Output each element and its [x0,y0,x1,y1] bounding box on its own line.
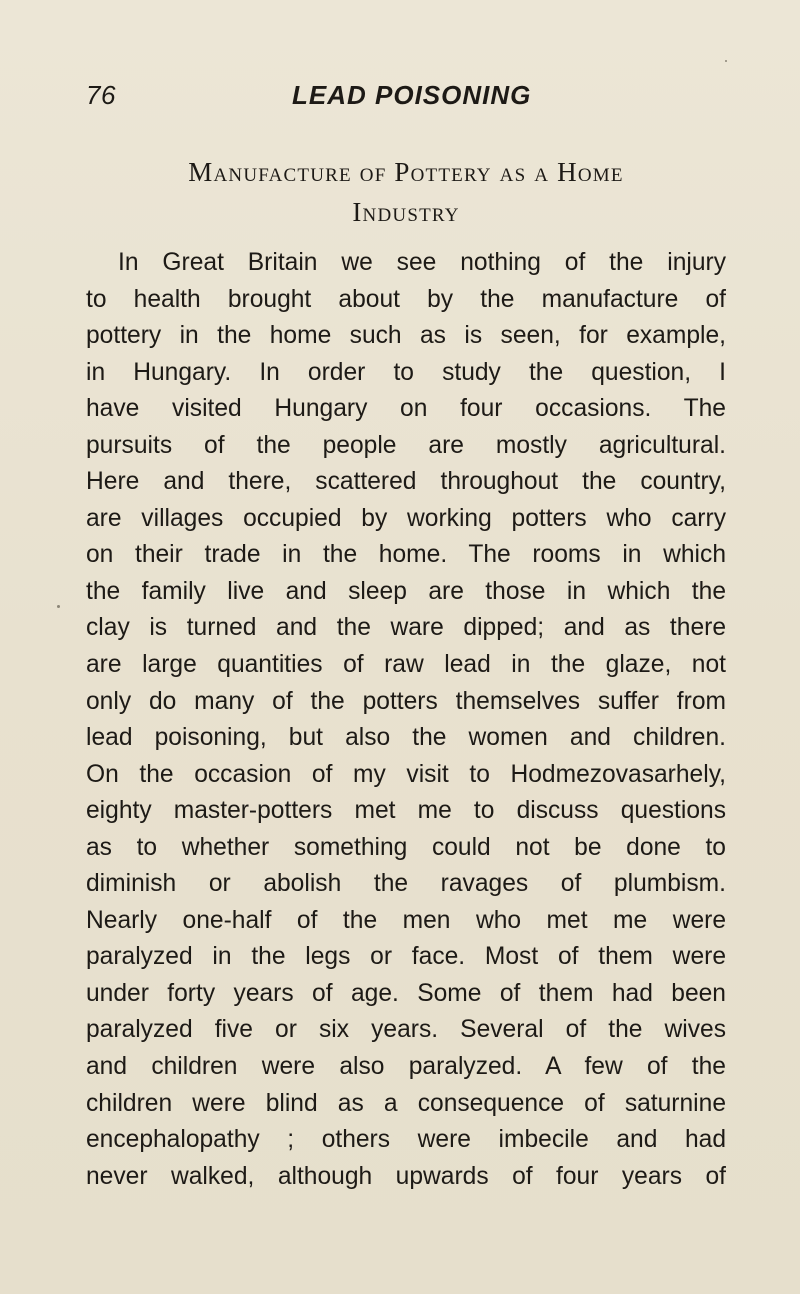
text-line: paralyzed in the legs or face. Most of them were [86,943,726,971]
text-line: under forty years of age. Some of them had been [86,979,726,1007]
text-line: pottery in the home such as is seen, for example, [86,322,726,350]
section-heading-line-2: Industry [352,197,460,227]
body-paragraph [86,245,726,1195]
text-line: diminish or abolish the ravages of plumbism. [86,870,726,898]
text-line: lead poisoning, but also the women and children. [86,724,726,752]
text-line: to health brought about by the manufacture of [86,285,726,313]
text-line: are large quantities of raw lead in the glaze, not [86,651,726,679]
text-line: encephalopathy ; others were imbecile and had [86,1126,726,1154]
section-heading [86,152,726,232]
text-line: have visited Hungary on four occasions. The [86,395,726,423]
text-line: pursuits of the people are mostly agricultural. [86,431,726,459]
text-line: On the occasion of my visit to Hodmezovasarhely, [86,760,726,788]
text-line: paralyzed five or six years. Several of the wives [86,1016,726,1044]
text-line: Here and there, scattered throughout the country, [86,468,726,496]
text-line: as to whether something could not be done to [86,833,726,861]
text-line: clay is turned and the ware dipped; and as there [86,614,726,642]
text-line: the family live and sleep are those in which the [86,577,726,605]
running-head [86,80,726,116]
text-line: In Great Britain we see nothing of the injury [118,249,726,276]
text-line: and children were also paralyzed. A few of the [86,1053,726,1081]
text-line: Nearly one-half of the men who met me were [86,906,726,934]
text-line: are villages occupied by working potters who carry [86,504,726,532]
text-line: only do many of the potters themselves suffer from [86,687,726,715]
paper-speck [57,605,60,608]
paper-speck [725,60,727,62]
text-line: on their trade in the home. The rooms in which [86,541,726,569]
running-title: LEAD POISONING [292,80,532,110]
text-line: eighty master-potters met me to discuss questions [86,797,726,825]
page-number: 76 [86,80,116,110]
text-line: in Hungary. In order to study the question, I [86,358,726,386]
section-heading-line-1: Manufacture of Pottery as a Home [188,157,624,187]
text-line: children were blind as a consequence of saturnine [86,1089,726,1117]
text-line: never walked, although upwards of four years of [86,1162,726,1190]
